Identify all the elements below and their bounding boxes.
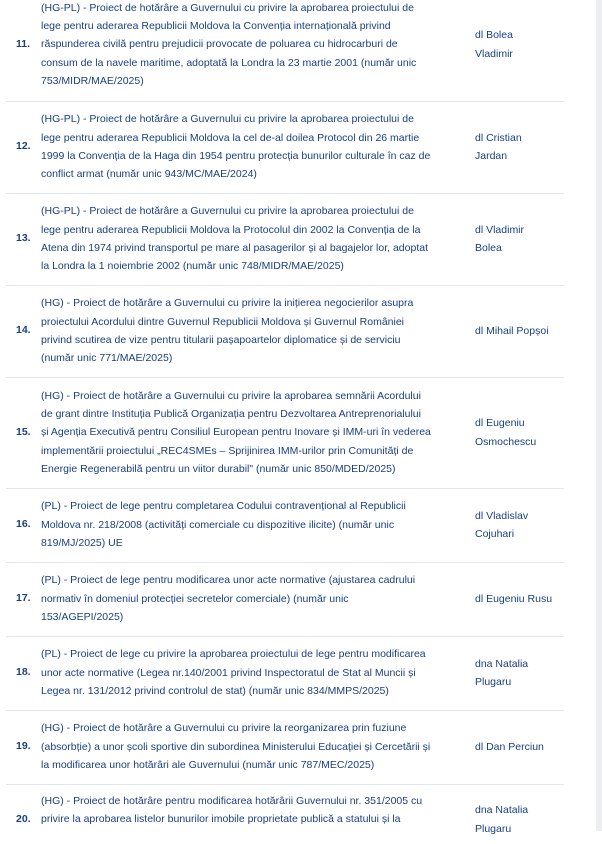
row-responsible: [475, 590, 565, 608]
description-line: la modificarea unor hotărâri ale Guvernului (număr unic 787/MEC/2025): [41, 759, 375, 772]
description-line: proiectului Acordului dintre Guvernul Republicii Moldova și Guvernul României: [41, 315, 405, 328]
row-description: [41, 792, 461, 829]
description-line: Atena din 1974 privind transportul pe mare al pasagerilor și al bagajelor lor, adoptat: [41, 242, 428, 254]
description-line: (HG) - Proiect de hotărâre a Guvernului cu privire la inițierea negocierilor asupra: [41, 297, 414, 310]
table-row: [6, 193, 564, 286]
responsible-line: dl Dan Perciun: [475, 740, 544, 753]
table-row: [6, 784, 564, 844]
description-line: (HG) - Proiect de hotărâre pentru modificarea hotărârii Guvernului nr. 351/2005 cu: [41, 795, 423, 807]
row-number: 16.: [16, 518, 31, 530]
description-line: (PL) - Proiect de lege cu privire la aprobarea proiectului de lege pentru modificarea: [41, 648, 426, 661]
row-responsible: [475, 738, 565, 756]
description-line: implementării proiectului „REC4SMEs – Sprijinirea IMM-urilor prin Comunități de: [41, 444, 414, 457]
responsible-line: Plugaru: [475, 676, 512, 688]
row-description: [41, 294, 461, 368]
description-line: 153/AGEPI/2025): [41, 611, 124, 624]
table-row: [6, 488, 564, 563]
row-responsible: [475, 221, 565, 258]
responsible-line: dna Natalia: [475, 657, 529, 670]
row-responsible: [475, 26, 565, 63]
description-line: de grant dintre Instituția Publică Organizația pentru Dezvoltarea Antreprenorialului: [41, 407, 421, 420]
row-responsible: [475, 129, 565, 166]
row-responsible: [475, 507, 565, 544]
responsible-line: dl Vladislav: [475, 509, 529, 522]
row-number: 17.: [16, 592, 31, 604]
table-row: [6, 636, 564, 711]
table-row: [6, 377, 564, 489]
responsible-line: dna Natalia: [475, 804, 529, 817]
responsible-line: Vladimir: [475, 47, 513, 60]
description-line: lege pentru aderarea Republicii Moldova la cel de-al doilea Protocol din 26 martie: [41, 131, 420, 144]
description-line: unor acte normative (Legea nr.140/2001 privind Inspectoratul de Stat al Muncii și: [41, 666, 416, 679]
description-line: (PL) - Proiect de lege pentru modificarea unor acte normative (ajustarea cadrului: [41, 574, 416, 587]
description-line: (HG-PL) - Proiect de hotărâre a Guvernului cu privire la aprobarea proiectului de: [41, 1, 414, 14]
description-line: lege pentru aderarea Republicii Moldova la Convenția internațională privind: [41, 19, 391, 32]
description-line: privire la aprobarea listelor bunurilor imobile proprietate publică a statului și la: [41, 813, 401, 826]
table-row: [6, 0, 564, 102]
responsible-line: Bolea: [475, 242, 502, 254]
description-line: 753/MIDR/MAE/2025): [41, 75, 144, 88]
table-row: [6, 562, 564, 637]
row-number: 12.: [16, 140, 31, 152]
row-description: [41, 719, 461, 774]
row-number: 18.: [16, 666, 31, 678]
description-line: (număr unic 771/MAE/2025): [41, 352, 173, 365]
row-description: [41, 497, 461, 552]
description-line: lege pentru aderarea Republicii Moldova la Protocolul din 2002 la Convenția de la: [41, 223, 421, 236]
row-number: 19.: [16, 740, 31, 752]
description-line: și Agenția Executivă pentru Consiliul European pentru Inovare și IMM-uri în vederea: [41, 426, 431, 439]
row-description: [41, 0, 461, 91]
description-line: (HG) - Proiect de hotărâre a Guvernului cu privire la reorganizarea prin fuziune: [41, 722, 407, 735]
responsible-line: Osmochescu: [475, 435, 537, 448]
row-responsible: [475, 322, 565, 340]
responsible-line: dl Eugeniu: [475, 417, 525, 430]
description-line: răspunderea civilă pentru prejudicii provocate de poluarea cu hidrocarburi de: [41, 38, 398, 51]
row-number: 14.: [16, 324, 31, 336]
table-row: [6, 285, 564, 378]
description-line: la Londra la 1 noiembrie 2002 (număr unic 748/MIDR/MAE/2025): [41, 260, 344, 273]
table-row: [6, 101, 564, 194]
responsible-line: dl Bolea: [475, 29, 513, 42]
responsible-line: dl Cristian: [475, 131, 522, 144]
row-description: [41, 571, 461, 626]
table-row: [6, 710, 564, 785]
row-number: 13.: [16, 232, 31, 244]
description-line: (absorbție) a unor școli sportive din subordinea Ministerului Educației și Cercetării și: [41, 740, 431, 753]
row-number: 20.: [16, 812, 31, 825]
description-line: normativ în domeniul protecției secretelor comerciale) (număr unic: [41, 592, 349, 605]
responsible-line: Jardan: [475, 150, 508, 162]
row-responsible: [475, 655, 565, 692]
scrollbar-track[interactable]: [596, 0, 602, 831]
row-description: [41, 202, 461, 276]
description-line: (PL) - Proiect de lege pentru completarea Codului contravențional al Republicii: [41, 500, 406, 513]
row-description: [41, 110, 461, 184]
responsible-line: dl Mihail Popșoi: [475, 324, 549, 337]
row-number: 15.: [16, 425, 31, 438]
row-number: 11.: [16, 37, 31, 50]
description-line: (HG-PL) - Proiect de hotărâre a Guvernului cu privire la aprobarea proiectului de: [41, 205, 414, 218]
description-line: Moldova nr. 218/2008 (activități comerciale cu dispozitive ilicite) (număr unic: [41, 518, 395, 531]
description-line: (HG-PL) - Proiect de hotărâre a Guvernului cu privire la aprobarea proiectului de: [41, 113, 414, 126]
description-line: Legea nr. 131/2012 privind controlul de stat) (număr unic 834/MMPS/2025): [41, 685, 389, 698]
description-line: consum de la navele maritime, adoptată la Londra la 23 martie 2001 (număr unic: [41, 56, 417, 69]
responsible-line: Cojuhari: [475, 528, 515, 540]
description-line: privind scutirea de vize pentru titularii pașapoartelor diplomatice și de serviciu: [41, 334, 401, 346]
description-line: Energie Regenerabilă pentru un viitor durabil" (număr unic 850/MDED/2025): [41, 463, 396, 476]
row-description: [41, 645, 461, 700]
description-line: 819/MJ/2025) UE: [41, 537, 123, 550]
description-line: (HG) - Proiect de hotărâre a Guvernului cu privire la aprobarea semnării Acordului: [41, 389, 421, 402]
responsible-line: Plugaru: [475, 822, 512, 835]
responsible-line: dl Vladimir: [475, 223, 525, 236]
description-line: 1999 la Convenția de la Haga din 1954 pentru protecția bunurilor culturale în caz de: [41, 150, 431, 162]
responsible-line: dl Eugeniu Rusu: [475, 592, 553, 605]
row-description: [41, 387, 461, 479]
description-line: conflict armat (număr unic 943/MC/MAE/2024): [41, 168, 257, 181]
row-responsible: [475, 414, 565, 451]
row-responsible: [475, 801, 565, 838]
